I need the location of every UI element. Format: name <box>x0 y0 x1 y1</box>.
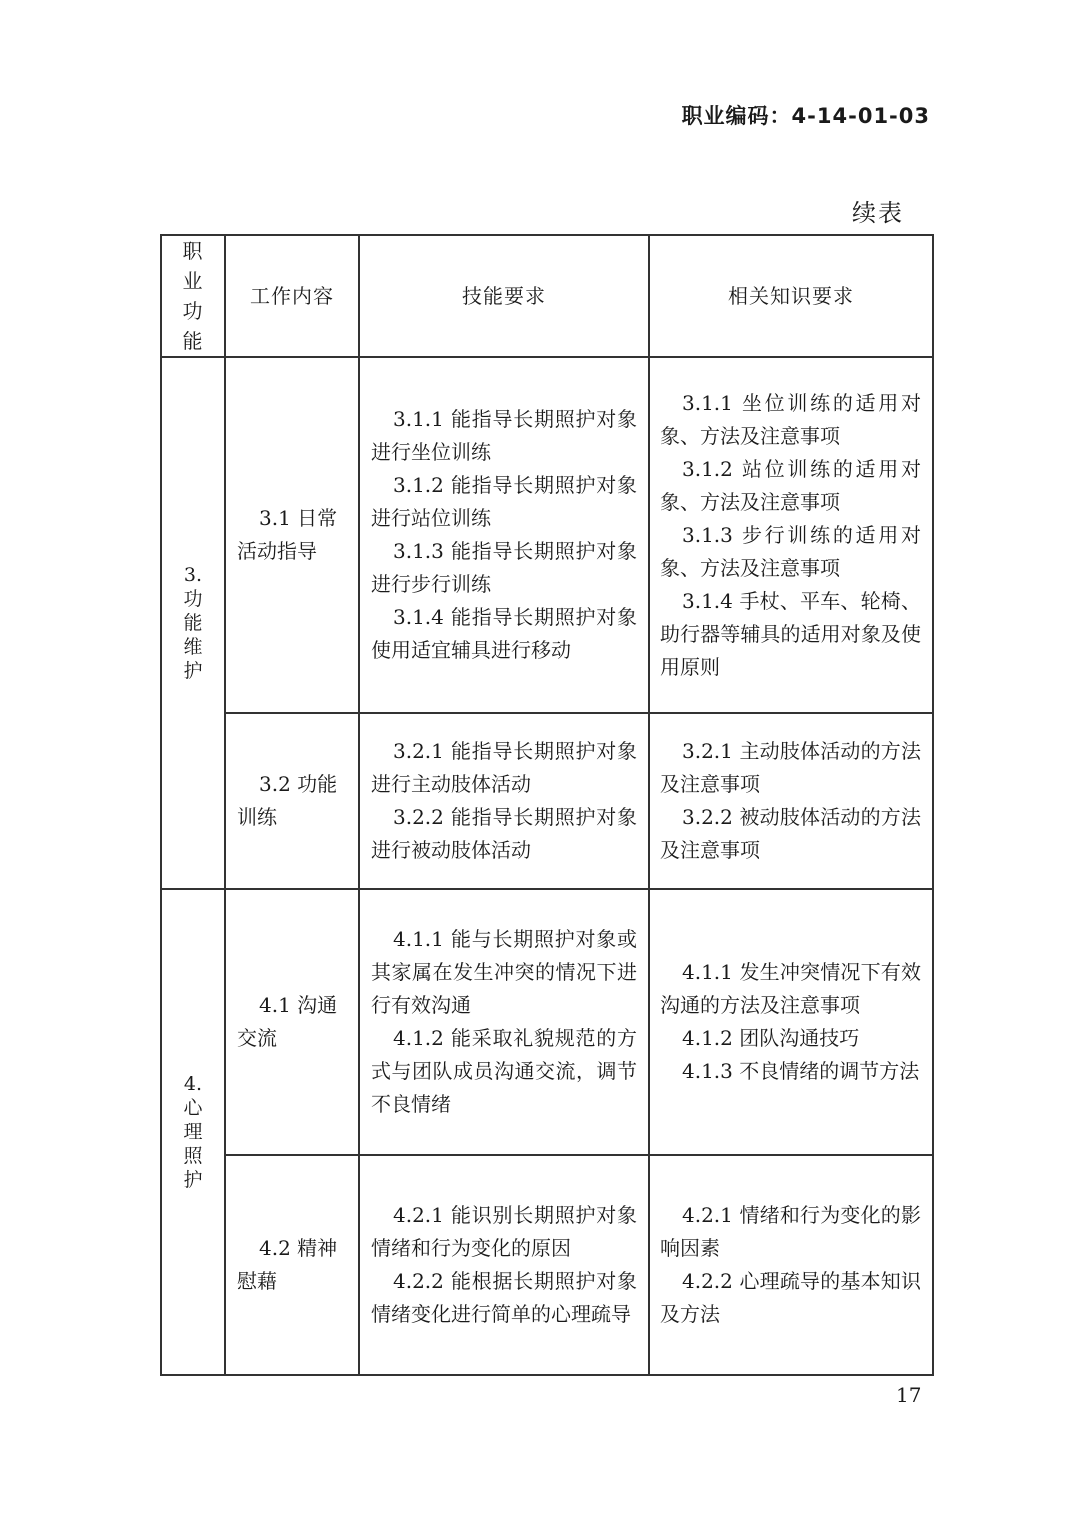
col-header-work: 工作内容 <box>225 235 359 357</box>
table-row <box>161 889 933 1155</box>
skill-cell: 4.2.1 能识别长期照护对象情绪和行为变化的原因 4.2.2 能根据长期照护对象情绪变化进行简单的心理疏导 <box>359 1155 649 1375</box>
table-header-row <box>161 235 933 357</box>
work-cell: 3.1 日常活动指导 <box>225 357 359 713</box>
skill-cell: 4.1.1 能与长期照护对象或其家属在发生冲突的情况下进行有效沟通 4.1.2 能采取礼貌规范的方式与团队成员沟通交流，调节不良情绪 <box>359 889 649 1155</box>
work-cell: 4.2 精神慰藉 <box>225 1155 359 1375</box>
skill-cell: 3.1.1 能指导长期照护对象进行坐位训练 3.1.2 能指导长期照护对象进行站位训练 3.1.3 能指导长期照护对象进行步行训练 3.1.4 能指导长期照护对象使用适宜辅具进行移动 <box>359 357 649 713</box>
occupation-code: 职业编码：4-14-01-03 <box>681 104 930 128</box>
col-header-knowledge: 相关知识要求 <box>649 235 933 357</box>
skills-table <box>160 234 934 1376</box>
skill-cell: 3.2.1 能指导长期照护对象进行主动肢体活动 3.2.2 能指导长期照护对象进行被动肢体活动 <box>359 713 649 889</box>
table-row <box>161 713 933 889</box>
col-header-function: 职业功能 <box>161 235 225 357</box>
function-cell: 3. 功能维护 <box>161 357 225 889</box>
page-number: 17 <box>896 1383 922 1407</box>
col-header-skill: 技能要求 <box>359 235 649 357</box>
knowledge-cell: 4.1.1 发生冲突情况下有效沟通的方法及注意事项 4.1.2 团队沟通技巧 4.1.3 不良情绪的调节方法 <box>649 889 933 1155</box>
function-cell: 4. 心理照护 <box>161 889 225 1375</box>
knowledge-cell: 3.1.1 坐位训练的适用对象、方法及注意事项 3.1.2 站位训练的适用对象、方法及注意事项 3.1.3 步行训练的适用对象、方法及注意事项 3.1.4 手杖、平车、轮椅、助行器等辅具的适用对象及使用原则 <box>649 357 933 713</box>
work-cell: 3.2 功能训练 <box>225 713 359 889</box>
table-row <box>161 1155 933 1375</box>
work-cell: 4.1 沟通交流 <box>225 889 359 1155</box>
continued-label: 续表 <box>852 199 904 227</box>
table-row <box>161 357 933 713</box>
knowledge-cell: 3.2.1 主动肢体活动的方法及注意事项 3.2.2 被动肢体活动的方法及注意事项 <box>649 713 933 889</box>
knowledge-cell: 4.2.1 情绪和行为变化的影响因素 4.2.2 心理疏导的基本知识及方法 <box>649 1155 933 1375</box>
